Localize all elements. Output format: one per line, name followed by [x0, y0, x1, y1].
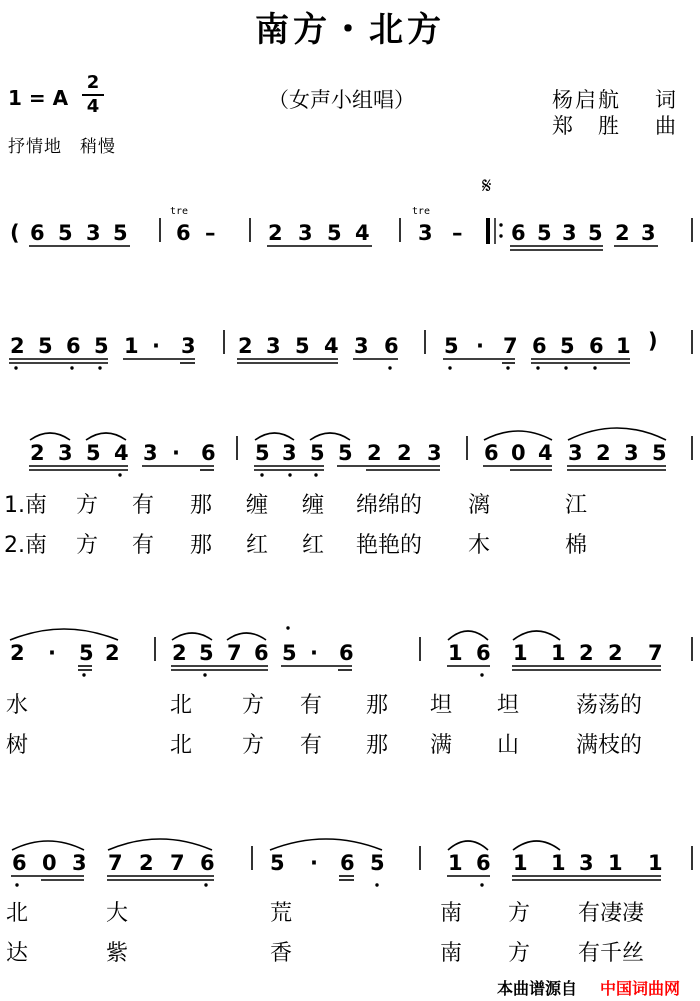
- lyric-verse1: 绵绵的: [356, 493, 423, 518]
- slur: [513, 841, 560, 850]
- note: 1: [608, 851, 623, 875]
- footer-site-name: 中国词曲网: [600, 979, 681, 998]
- lyric-verse1: 有: [132, 493, 155, 518]
- octave-dot: [375, 883, 378, 886]
- note: 5: [270, 851, 285, 875]
- note: 2: [397, 441, 412, 465]
- note: 3: [298, 221, 313, 245]
- lyricist-role: 词: [655, 88, 678, 112]
- note: 7: [170, 851, 185, 875]
- lyric-verse1: 荒: [270, 901, 293, 926]
- note: 2: [10, 334, 25, 358]
- slur: [448, 841, 488, 850]
- octave-dot: [593, 366, 596, 369]
- octave-dot: [506, 366, 509, 369]
- slur: [568, 428, 666, 440]
- octave-dot: [480, 883, 483, 886]
- note: 2: [268, 221, 283, 245]
- note: 3: [624, 441, 639, 465]
- note: 3: [568, 441, 583, 465]
- lyric-verse1: 荡荡的: [576, 693, 643, 718]
- repeat-dot: [499, 234, 502, 237]
- slur: [227, 633, 266, 640]
- note: 6: [484, 441, 499, 465]
- note: 1: [616, 334, 631, 358]
- note: 5: [338, 441, 353, 465]
- note: 1: [648, 851, 663, 875]
- lyric-verse2: 满: [430, 733, 453, 758]
- lyric-verse2: 有: [300, 733, 323, 758]
- octave-dot-high: [286, 626, 289, 629]
- lyric-verse2: 红: [302, 533, 325, 558]
- note: 6: [511, 221, 526, 245]
- lyric-verse1: 方: [242, 693, 265, 718]
- octave-dot: [204, 883, 207, 886]
- note: 2: [105, 641, 120, 665]
- augmentation-dot: ·: [310, 641, 318, 665]
- note: 4: [538, 441, 553, 465]
- note: 5: [58, 221, 73, 245]
- lyric-verse2: 红: [246, 533, 269, 558]
- augmentation-dot: ·: [310, 851, 318, 875]
- slur: [310, 433, 350, 440]
- note: 5: [94, 334, 109, 358]
- footer-source-label: 本曲谱源自: [497, 979, 578, 998]
- note: 3: [562, 221, 577, 245]
- slur: [86, 433, 126, 440]
- slur: [255, 433, 294, 440]
- note: 6: [30, 221, 45, 245]
- note: 3: [72, 851, 87, 875]
- octave-dot: [388, 366, 391, 369]
- octave-dot: [14, 366, 17, 369]
- lyric-verse1: 水: [6, 693, 29, 718]
- lyric-verse1: 缠: [302, 493, 325, 518]
- lyric-verse1: 漓: [468, 493, 491, 518]
- lyric-verse2: 2.南: [4, 533, 47, 558]
- lyric-verse2: 南: [440, 941, 463, 966]
- lyric-verse2: 达: [6, 941, 29, 966]
- note: 4: [114, 441, 129, 465]
- note: 5: [282, 641, 297, 665]
- note: 3: [181, 334, 196, 358]
- note: 5: [444, 334, 459, 358]
- octave-dot: [118, 473, 121, 476]
- note: 6: [384, 334, 399, 358]
- note: 6: [176, 221, 191, 245]
- octave-dot: [564, 366, 567, 369]
- trill-mark: tre: [170, 206, 189, 217]
- tempo-marking: 抒情地 稍慢: [8, 137, 116, 157]
- note: 3: [86, 221, 101, 245]
- note: 6: [532, 334, 547, 358]
- note: 6: [476, 851, 491, 875]
- composer-role: 曲: [655, 114, 678, 138]
- slur: [172, 633, 212, 640]
- lyric-verse2: 山: [497, 733, 520, 758]
- lyric-verse2: 有千丝: [578, 941, 645, 966]
- note: 1: [551, 851, 566, 875]
- note: 7: [227, 641, 242, 665]
- octave-dot: [536, 366, 539, 369]
- page-title: 南方・北方: [255, 10, 445, 50]
- augmentation-dot: ·: [476, 334, 484, 358]
- lyric-verse1: 有: [300, 693, 323, 718]
- slur: [270, 839, 382, 850]
- slur: [513, 631, 560, 640]
- segno-sign: 𝄋: [482, 174, 492, 199]
- octave-dot: [260, 473, 263, 476]
- note: 2: [10, 641, 25, 665]
- note: 6: [340, 851, 355, 875]
- note: 5: [588, 221, 603, 245]
- lyric-verse1: 江: [565, 493, 588, 518]
- lyric-verse2: 树: [6, 733, 29, 758]
- note: 2: [615, 221, 630, 245]
- note: 7: [503, 334, 518, 358]
- lyric-verse2: 北: [170, 733, 193, 758]
- octave-dot: [98, 366, 101, 369]
- note: 2: [238, 334, 253, 358]
- paren-close: ): [648, 329, 658, 353]
- slur: [448, 631, 488, 640]
- slur: [30, 433, 70, 440]
- note: 5: [295, 334, 310, 358]
- octave-dot: [288, 473, 291, 476]
- trill-mark: tre: [412, 206, 431, 217]
- octave-dot: [82, 673, 85, 676]
- lyric-verse1: 北: [170, 693, 193, 718]
- octave-dot: [70, 366, 73, 369]
- lyric-verse1: 缠: [246, 493, 269, 518]
- note: 2: [139, 851, 154, 875]
- note: 3: [418, 221, 433, 245]
- note: 0: [511, 441, 526, 465]
- lyric-verse2: 满枝的: [576, 733, 643, 758]
- lyric-verse2: 紫: [106, 941, 129, 966]
- note: 5: [560, 334, 575, 358]
- lyricist-name: 杨启航: [552, 88, 621, 112]
- note: 6: [254, 641, 269, 665]
- lyric-verse2: 方: [508, 941, 531, 966]
- note: 2: [367, 441, 382, 465]
- lyric-verse1: 大: [106, 901, 129, 926]
- lyric-verse1: 方: [508, 901, 531, 926]
- slur: [12, 841, 84, 850]
- note: 7: [108, 851, 123, 875]
- note: 2: [30, 441, 45, 465]
- note: 5: [310, 441, 325, 465]
- note: 3: [641, 221, 656, 245]
- note: 1: [513, 851, 528, 875]
- note: 4: [324, 334, 339, 358]
- lyric-verse1: 方: [76, 493, 99, 518]
- lyric-verse2: 那: [366, 733, 389, 758]
- note: 6: [201, 441, 216, 465]
- note: 6: [66, 334, 81, 358]
- octave-dot: [203, 673, 206, 676]
- lyric-verse2: 棉: [565, 533, 588, 558]
- note: 5: [327, 221, 342, 245]
- augmentation-dot: ·: [48, 641, 56, 665]
- note: 5: [38, 334, 53, 358]
- lyric-verse2: 有: [132, 533, 155, 558]
- key-signature: 1 = A: [8, 86, 69, 110]
- note: 3: [266, 334, 281, 358]
- augmentation-dot: ·: [172, 441, 180, 465]
- note: 5: [79, 641, 94, 665]
- note: 2: [608, 641, 623, 665]
- note: 2: [579, 641, 594, 665]
- note: 6: [339, 641, 354, 665]
- note: 5: [537, 221, 552, 245]
- lyric-verse1: 那: [366, 693, 389, 718]
- time-signature-top: 2: [86, 72, 100, 93]
- lyric-verse2: 艳艳的: [356, 533, 423, 558]
- lyric-verse2: 方: [76, 533, 99, 558]
- lyric-verse2: 方: [242, 733, 265, 758]
- time-signature-bottom: 4: [86, 96, 100, 117]
- note: 1: [513, 641, 528, 665]
- note: 3: [579, 851, 594, 875]
- note: 5: [652, 441, 667, 465]
- lyric-verse2: 那: [190, 533, 213, 558]
- octave-dot: [480, 673, 483, 676]
- note: 3: [143, 441, 158, 465]
- lyric-verse1: 1.南: [4, 493, 47, 518]
- lyric-verse2: 香: [270, 941, 293, 966]
- lyric-verse1: 那: [190, 493, 213, 518]
- dash: –: [205, 221, 216, 245]
- note: 7: [648, 641, 663, 665]
- lyric-verse1: 坦: [497, 693, 520, 718]
- octave-dot: [448, 366, 451, 369]
- note: 6: [200, 851, 215, 875]
- lyric-verse1: 北: [6, 901, 29, 926]
- octave-dot: [15, 883, 18, 886]
- slur: [10, 629, 118, 640]
- note: 2: [596, 441, 611, 465]
- repeat-dot: [499, 223, 502, 226]
- note: 1: [448, 641, 463, 665]
- slur: [484, 431, 552, 440]
- note: 5: [113, 221, 128, 245]
- lyric-verse1: 南: [440, 901, 463, 926]
- note: 3: [427, 441, 442, 465]
- performance-note: （女声小组唱）: [268, 88, 415, 112]
- note: 1: [124, 334, 139, 358]
- composer-name: 郑 胜: [552, 114, 621, 138]
- note: 3: [354, 334, 369, 358]
- slur: [108, 839, 212, 850]
- note: 5: [86, 441, 101, 465]
- note: 6: [589, 334, 604, 358]
- lyric-verse1: 坦: [430, 693, 453, 718]
- note: 6: [12, 851, 27, 875]
- augmentation-dot: ·: [152, 334, 160, 358]
- note: 5: [255, 441, 270, 465]
- note: 0: [42, 851, 57, 875]
- lyric-verse1: 有凄凄: [578, 901, 645, 926]
- note: 3: [282, 441, 297, 465]
- paren-open: (: [10, 221, 20, 245]
- dash: –: [452, 221, 463, 245]
- octave-dot: [314, 473, 317, 476]
- note: 5: [370, 851, 385, 875]
- lyric-verse2: 木: [468, 533, 491, 558]
- note: 2: [172, 641, 187, 665]
- note: 1: [551, 641, 566, 665]
- note: 6: [476, 641, 491, 665]
- note: 1: [448, 851, 463, 875]
- note: 4: [355, 221, 370, 245]
- note: 3: [58, 441, 73, 465]
- note: 5: [199, 641, 214, 665]
